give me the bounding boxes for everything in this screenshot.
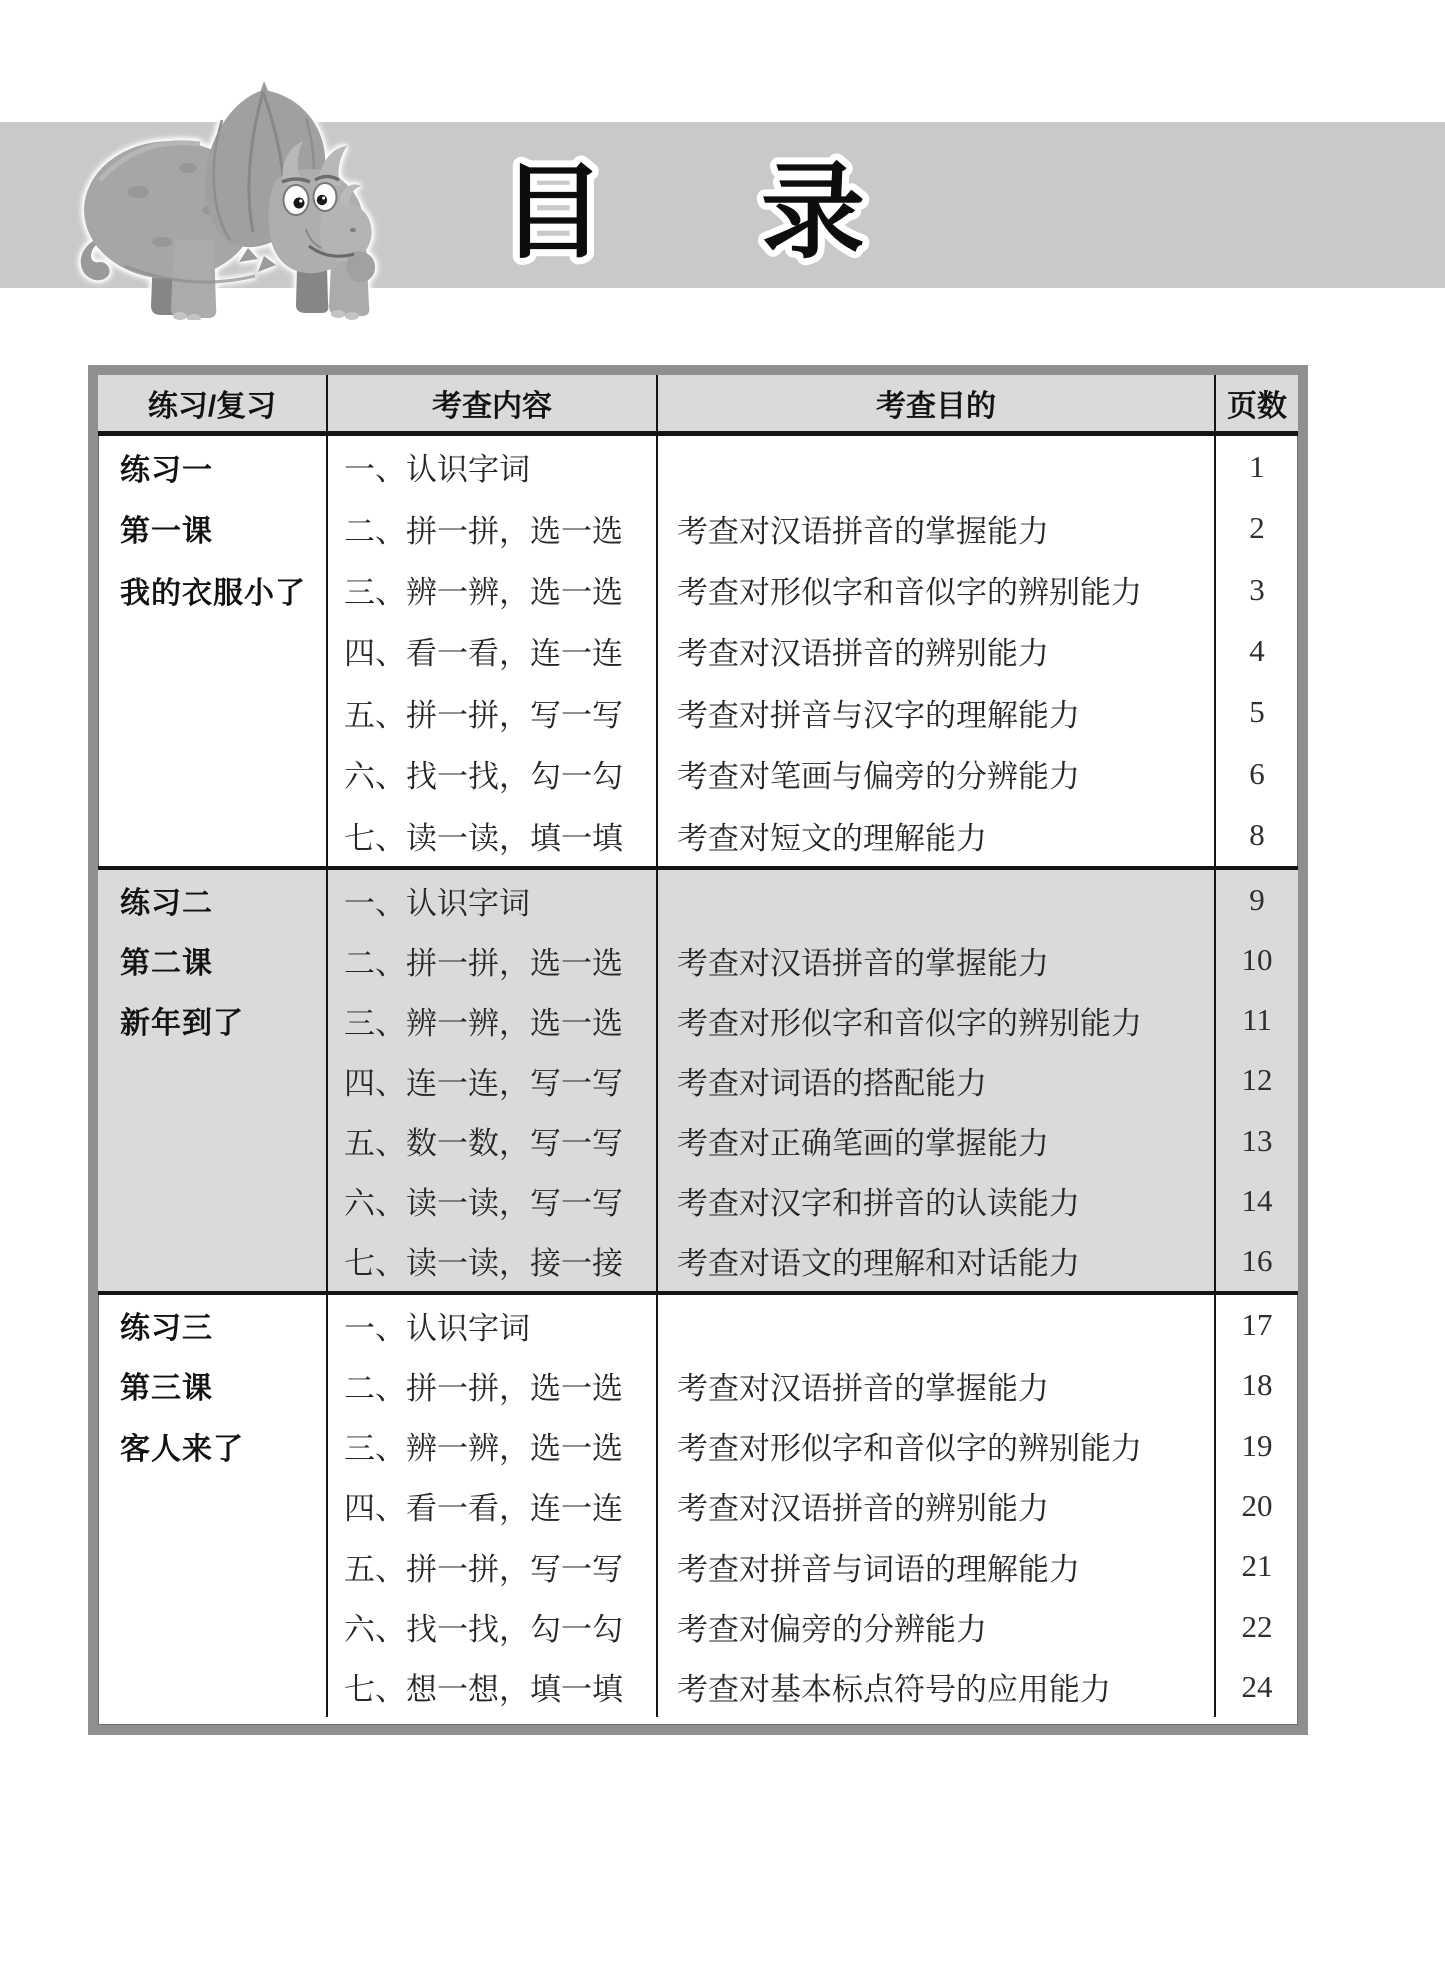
content-cell: 二、拼一拼，选一选 xyxy=(344,945,623,981)
page-number-cell: 13 xyxy=(1241,1122,1273,1158)
page-number-column xyxy=(1214,1295,1298,1717)
header-exam-content: 考查内容 xyxy=(326,375,656,431)
purpose-cell: 考查对汉语拼音的掌握能力 xyxy=(677,1370,1049,1406)
page-number-cell: 4 xyxy=(1249,632,1265,668)
purpose-cell xyxy=(658,1295,1214,1355)
content-column xyxy=(326,436,656,866)
lesson-title: 我的衣服小了 xyxy=(120,576,306,610)
content-cell: 三、辨一辨，选一选 xyxy=(344,1005,623,1041)
lesson-label: 第三课 xyxy=(120,1372,213,1406)
page-number-cell: 10 xyxy=(1241,942,1273,978)
toc-table xyxy=(88,365,1308,1735)
purpose-cell: 考查对短文的理解能力 xyxy=(677,820,987,856)
toc-section-1 xyxy=(98,436,1298,866)
purpose-cell: 考查对汉语拼音的掌握能力 xyxy=(677,945,1049,981)
content-cell: 二、拼一拼，选一选 xyxy=(344,513,623,549)
page-number-cell: 17 xyxy=(1241,1307,1273,1343)
page-number-cell: 2 xyxy=(1249,510,1265,546)
purpose-cell xyxy=(658,870,1214,930)
header-exercise-review: 练习/复习 xyxy=(147,390,277,423)
purpose-cell: 考查对汉语拼音的辨别能力 xyxy=(677,1491,1049,1527)
content-cell: 四、看一看，连一连 xyxy=(344,1491,623,1527)
triceratops-illustration xyxy=(70,80,385,320)
exercise-label: 练习三 xyxy=(120,1312,213,1346)
exercise-label: 练习二 xyxy=(120,887,213,921)
exercise-label-column xyxy=(98,436,326,866)
page-number-cell: 19 xyxy=(1241,1427,1273,1463)
exercise-label-column xyxy=(98,1295,326,1717)
page-number-cell: 6 xyxy=(1249,755,1265,791)
content-cell: 一、认识字词 xyxy=(344,452,530,488)
exercise-label: 练习一 xyxy=(120,453,213,487)
toc-section-2 xyxy=(98,866,1298,1291)
page-number-cell: 20 xyxy=(1241,1487,1273,1523)
purpose-cell: 考查对语文的理解和对话能力 xyxy=(677,1246,1080,1282)
page-number-cell: 1 xyxy=(1249,448,1265,484)
content-cell: 三、辨一辨，选一选 xyxy=(344,575,623,611)
lesson-label: 第二课 xyxy=(120,947,213,981)
lesson-title: 新年到了 xyxy=(120,1007,244,1041)
content-cell: 二、拼一拼，选一选 xyxy=(344,1370,623,1406)
purpose-cell: 考查对正确笔画的掌握能力 xyxy=(677,1126,1049,1162)
page-number-cell: 16 xyxy=(1241,1242,1273,1278)
page-number-column xyxy=(1214,436,1298,866)
page-number-cell: 11 xyxy=(1242,1002,1272,1038)
purpose-cell: 考查对汉语拼音的辨别能力 xyxy=(677,636,1049,672)
page-number-cell: 14 xyxy=(1241,1182,1273,1218)
content-cell: 六、找一找，勾一勾 xyxy=(344,1612,623,1648)
content-cell: 一、认识字词 xyxy=(344,885,530,921)
page-number-cell: 9 xyxy=(1249,882,1265,918)
content-column xyxy=(326,1295,656,1717)
page-number-cell: 8 xyxy=(1249,817,1265,853)
header-exam-purpose: 考查目的 xyxy=(656,375,1214,431)
page-number-cell: 24 xyxy=(1241,1668,1273,1704)
page-number-cell: 12 xyxy=(1241,1062,1273,1098)
content-cell: 七、想一想，填一填 xyxy=(344,1672,623,1708)
page-number-column xyxy=(1214,870,1298,1291)
content-cell: 五、拼一拼，写一写 xyxy=(344,1551,623,1587)
page-number-cell: 3 xyxy=(1249,571,1265,607)
content-column xyxy=(326,870,656,1291)
purpose-column xyxy=(656,870,1214,1291)
content-cell: 七、读一读，填一填 xyxy=(344,820,623,856)
content-cell: 三、辨一辨，选一选 xyxy=(344,1431,623,1467)
page-number-cell: 22 xyxy=(1241,1608,1273,1644)
purpose-cell: 考查对汉语拼音的掌握能力 xyxy=(677,513,1049,549)
purpose-cell: 考查对形似字和音似字的辨别能力 xyxy=(677,1431,1142,1467)
page-title-text: 目 录 xyxy=(500,151,892,273)
purpose-column xyxy=(656,436,1214,866)
header-page-number: 页数 xyxy=(1214,375,1298,431)
purpose-cell: 考查对形似字和音似字的辨别能力 xyxy=(677,575,1142,611)
purpose-cell xyxy=(658,436,1214,497)
content-cell: 四、看一看，连一连 xyxy=(344,636,623,672)
content-cell: 六、读一读，写一写 xyxy=(344,1186,623,1222)
purpose-cell: 考查对拼音与汉字的理解能力 xyxy=(677,697,1080,733)
content-cell: 五、数一数，写一写 xyxy=(344,1126,623,1162)
toc-section-3 xyxy=(98,1291,1298,1717)
purpose-cell: 考查对形似字和音似字的辨别能力 xyxy=(677,1005,1142,1041)
purpose-cell: 考查对词语的搭配能力 xyxy=(677,1065,987,1101)
purpose-column xyxy=(656,1295,1214,1717)
purpose-cell: 考查对拼音与词语的理解能力 xyxy=(677,1551,1080,1587)
lesson-title: 客人来了 xyxy=(120,1432,244,1466)
page-number-cell: 21 xyxy=(1241,1548,1273,1584)
page-number-cell: 18 xyxy=(1241,1367,1273,1403)
page-number-cell: 5 xyxy=(1249,694,1265,730)
content-cell: 一、认识字词 xyxy=(344,1310,530,1346)
lesson-label: 第一课 xyxy=(120,515,213,549)
purpose-cell: 考查对偏旁的分辨能力 xyxy=(677,1612,987,1648)
toc-header-row xyxy=(98,375,1298,436)
content-cell: 七、读一读，接一接 xyxy=(344,1246,623,1282)
purpose-cell: 考查对汉字和拼音的认读能力 xyxy=(677,1186,1080,1222)
exercise-label-column xyxy=(98,870,326,1291)
content-cell: 六、找一找，勾一勾 xyxy=(344,759,623,795)
purpose-cell: 考查对笔画与偏旁的分辨能力 xyxy=(677,759,1080,795)
content-cell: 四、连一连，写一写 xyxy=(344,1065,623,1101)
content-cell: 五、拼一拼，写一写 xyxy=(344,697,623,733)
purpose-cell: 考查对基本标点符号的应用能力 xyxy=(677,1672,1111,1708)
page-title xyxy=(436,128,956,286)
